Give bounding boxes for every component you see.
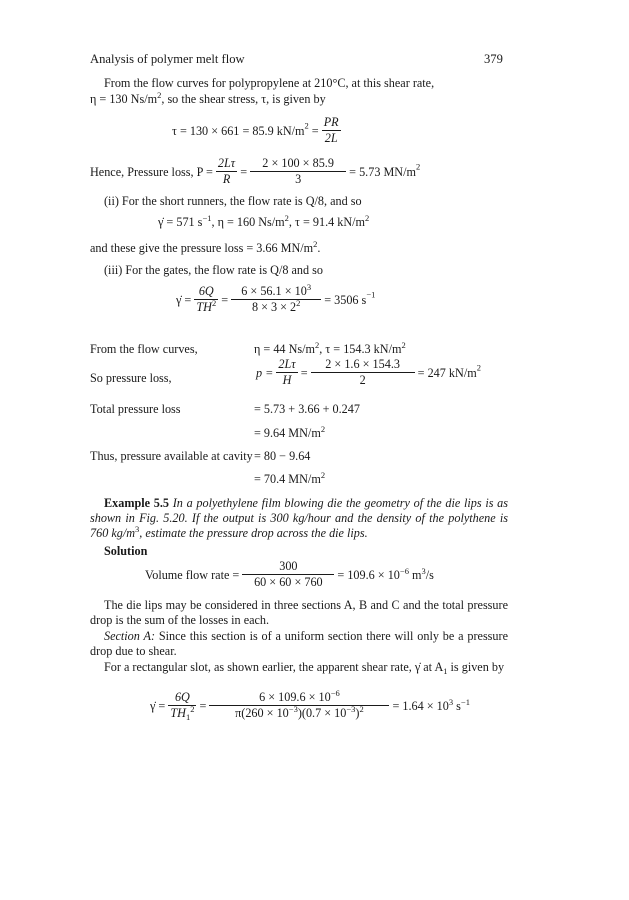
value-total-pressure-loss-2: = 9.64 $MN/m^2$	[254, 424, 326, 440]
para-pressure-loss: and these give the pressure loss = 3.66 $MN/m^2$.	[90, 239, 321, 255]
eq-short-runners: γ̇ = 571 $s^{-1}$, η = 160 $Ns/m^2$, τ = 91.4 $kN/m^2$	[158, 213, 370, 229]
label-flow-curves: From the flow curves,	[90, 342, 198, 356]
value-pressure-available-2: = 70.4 $MN/m^2$	[254, 470, 326, 486]
label-so-pressure-loss: So pressure loss,	[90, 371, 172, 385]
para-section-a: Section A: Since this section is of a uniform section there will only be a pressure drop due to shear.	[90, 629, 508, 658]
eq-volume-flow-rate: Volume flow rate = $\frac{300}{60 \times 60 \times 760}$ = $109.6 \times 10^{-6}$ $m^3/s$	[145, 559, 434, 590]
para-viscosity: η = 130 $Ns/m^2$, so the shear stress, τ, is given by	[90, 90, 326, 106]
para-gates: (iii) For the gates, the flow rate is Q/8 and so	[104, 263, 323, 277]
eq-shear-rate-a1: γ̇ = $\frac{6Q}{TH_1^2}$ = $\frac{6 \times 109.6 \times 10^{-6}}{\pi(260 \times 10^{-3})(0.7 \times 10^{-3})^2}$ = $1.64 \times 10^3$ $s^{-1}$	[150, 688, 470, 723]
eq-so-pressure-loss: p = $\frac{2L\tau}{H}$ = $\frac{2 \times 1.6 \times 154.3}{2}$ = 247 $kN/m^2$	[256, 357, 481, 388]
para-flow-curves: From the flow curves for polypropylene at 210°C, at this shear rate,	[104, 76, 435, 90]
value-flow-curves: η = 44 $Ns/m^2$, τ = 154.3 $kN/m^2$	[254, 340, 406, 356]
para-die-lips: The die lips may be considered in three sections A, B and C and the total pressure drop is the sum of the losses in each.	[90, 598, 508, 627]
example-paragraph: Example 5.5 In a polyethylene film blowing die the geometry of the die lips is as shown in Fig. 5.20. If the output is 300 kg/hour and the density of the polythene is 760 $kg/m^3$, estimate the pressure drop across the die lips.	[90, 496, 508, 540]
page-number: 379	[484, 52, 503, 66]
label-pressure-available: Thus, pressure available at cavity	[90, 449, 253, 463]
eq-gates: γ̇ = $\frac{6Q}{TH^2}$ = $\frac{6 \times 56.1 \times 10^3}{8 \times 3 \times 2^2}$ = 3506 $s^{-1}$	[176, 282, 376, 315]
value-total-pressure-loss: = 5.73 + 3.66 + 0.247	[254, 402, 360, 416]
eq-shear-stress: τ = 130 × 661 = 85.9 $kN/m^2$ = $\frac{PR}{2L}$	[172, 115, 339, 146]
eq-pressure-loss: Hence, Pressure loss, P = $\frac{2L\tau}{R}$ = $\frac{2 \times 100 \times 85.9}{3}$ = 5.73 $MN/m^2$	[90, 156, 421, 187]
solution-heading: Solution	[104, 544, 148, 558]
running-title: Analysis of polymer melt flow	[90, 52, 245, 66]
para-short-runners: (ii) For the short runners, the flow rate is Q/8, and so	[104, 194, 362, 208]
value-pressure-available: = 80 − 9.64	[254, 449, 311, 463]
label-total-pressure-loss: Total pressure loss	[90, 402, 181, 416]
para-rect-slot: For a rectangular slot, as shown earlier, the apparent shear rate, γ̇ at $A_1$ is given by	[104, 660, 505, 676]
